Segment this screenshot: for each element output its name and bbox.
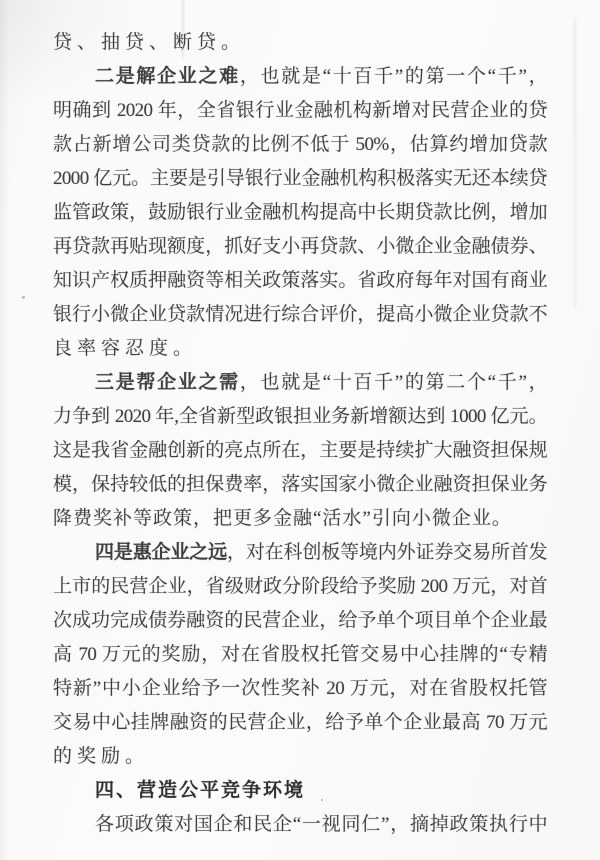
text-line-paragraph-start [53,60,547,94]
document-text-block [53,26,547,842]
text-line-paragraph-end: 良率容忍度。 [53,338,198,359]
text-line: 高 70 万元的奖励，对在省股权托管交易中心挂牌的“专精 [53,644,547,665]
paragraph-lead: 四是惠企业之远 [95,542,227,563]
text-line: 贷、抽贷、断贷。 [53,32,246,53]
text-line-paragraph-start [53,366,547,400]
text-line: 这是我省金融创新的亮点所在，主要是持续扩大融资担保规 [53,440,547,461]
text-line-paragraph-start [53,536,547,570]
text-line: 知识产权质押融资等相关政策落实。省政府每年对国有商业 [53,270,547,291]
text-line: 再贷款再贴现额度，抓好支小再贷款、小微企业金融债券、 [53,236,547,257]
text-line-paragraph-end: 的奖励。 [53,746,150,767]
text-line: 特新”中小企业给予一次性奖补 20 万元，对在省股权托管 [53,678,547,699]
scan-crease-right [574,18,576,308]
text-line: 力争到 2020 年,全省新型政银担业务新增额达到 1000 亿元。 [53,406,547,427]
text-line: 明确到 2020 年，全省银行业金融机构新增对民营企业的贷 [53,100,547,121]
paragraph-lead: 三是帮企业之需 [95,372,240,393]
text-line-rest: ，也就是“十百千”的第一个“千”， [239,66,547,87]
paragraph-lead: 二是解企业之难 [95,66,240,87]
text-line: 2000 亿元。主要是引导银行业金融机构积极落实无还本续贷 [53,168,547,189]
text-line-paragraph-end: 降费奖补等政策，把更多金融“活水”引向小微企业。 [53,508,512,529]
text-line: 交易中心挂牌融资的民营企业，给予单个企业最高 70 万元 [53,712,547,733]
text-line: 监管政策，鼓励银行业金融机构提高中长期贷款比例，增加 [53,202,547,223]
text-line-rest: ，对在科创板等境内外证券交易所首发 [226,542,547,563]
text-line-paragraph-start: 各项政策对国企和民企“一视同仁”，摘掉政策执行中 [95,814,547,835]
section-heading: 四、营造公平竞争环境 [95,780,306,801]
text-line: 模，保持较低的担保费率，落实国家小微企业融资担保业务 [53,474,547,495]
text-line: 款占新增公司类贷款的比例不低于 50%，估算约增加贷款 [53,134,547,155]
text-line: 上市的民营企业，省级财政分阶段给予奖励 200 万元，对首 [53,576,547,597]
text-line: 次成功完成债券融资的民营企业，给予单个项目单个企业最 [53,610,547,631]
text-line: 银行小微企业贷款情况进行综合评价，提高小微企业贷款不 [53,304,547,325]
text-line-rest: ，也就是“十百千”的第二个“千”， [239,372,547,393]
scan-speckle [22,296,25,299]
